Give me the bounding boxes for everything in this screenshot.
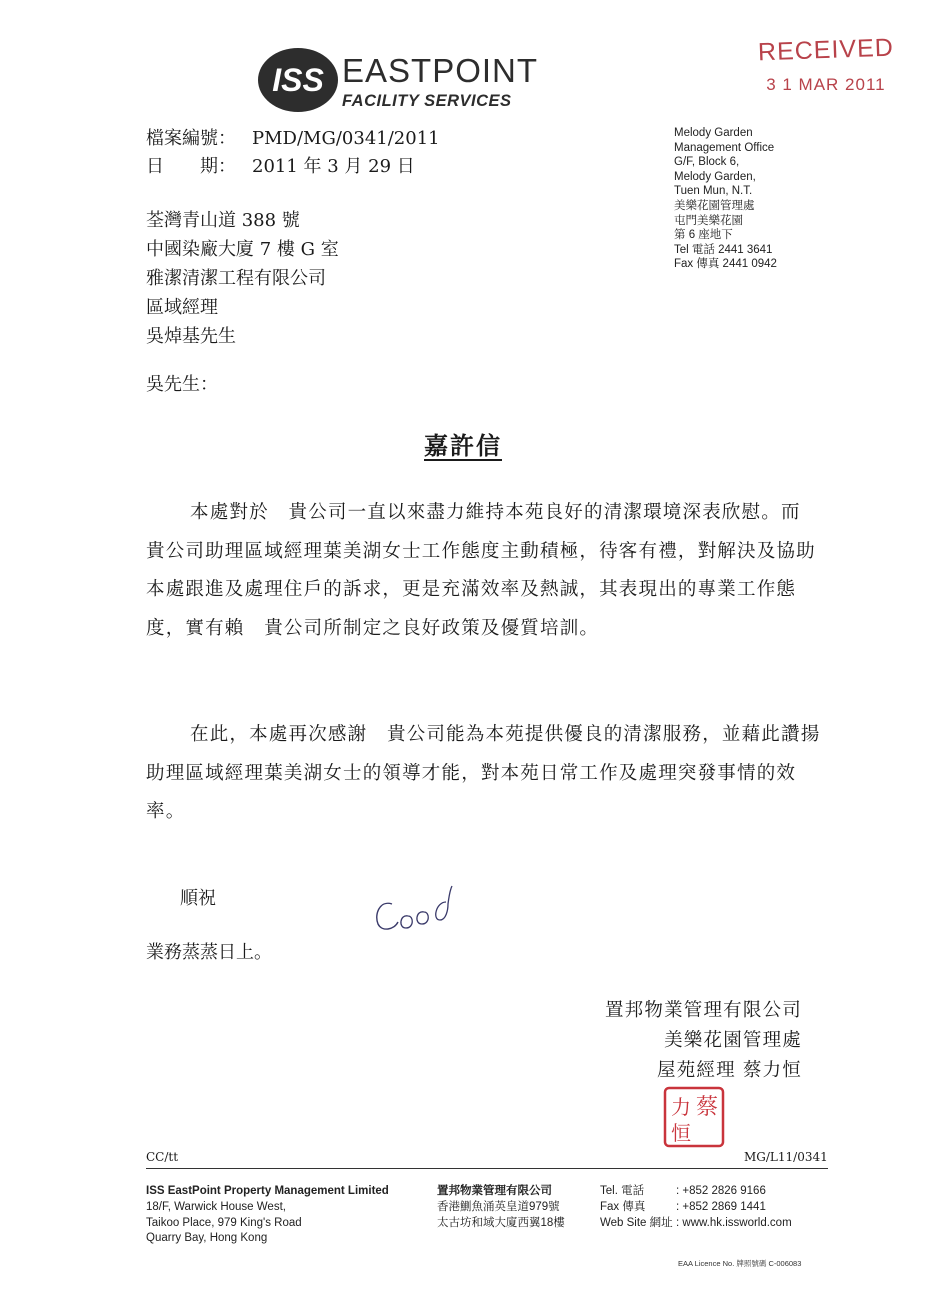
closing-line-1: 順祝 xyxy=(180,888,216,909)
recipient-line: 區域經理 xyxy=(146,297,218,318)
svg-text:蔡: 蔡 xyxy=(695,1095,719,1120)
body-paragraph-2: 在此，本處再次感謝 貴公司能為本苑提供優良的清潔服務，並藉此讚揚助理區域經理葉美湖女士的領導才能，對本苑日常工作及處理突發事情的效率。 xyxy=(146,724,821,823)
office-line: Tel 電話 2441 3641 xyxy=(674,243,773,256)
received-label: RECEIVED xyxy=(757,33,895,67)
letter-title xyxy=(0,426,926,461)
footer-divider xyxy=(146,1168,828,1169)
logo-mark: ISS xyxy=(272,62,324,98)
contact-value: : +852 2869 1441 xyxy=(676,1200,766,1213)
footer-address-line: Taikoo Place, 979 King's Road xyxy=(146,1216,302,1229)
office-line: Melody Garden, xyxy=(674,170,756,183)
office-line: 屯門美樂花園 xyxy=(674,214,743,227)
received-date: 3 1 MAR 2011 xyxy=(766,75,886,94)
letter-date: 2011 年 3 月 29 日 xyxy=(252,156,415,177)
logo-name: EASTPOINT xyxy=(342,52,539,89)
svg-text:恒: 恒 xyxy=(671,1121,691,1145)
sender-manager: 屋苑經理 蔡力恒 xyxy=(657,1060,802,1081)
recipient-line: 吳焯基先生 xyxy=(146,326,236,347)
salutation: 吳先生： xyxy=(146,374,218,395)
sender-office: 美樂花園管理處 xyxy=(664,1030,802,1051)
file-number-label: 檔案編號： xyxy=(146,128,236,149)
closing-line-2: 業務蒸蒸日上。 xyxy=(146,942,272,963)
office-line: Fax 傳真 2441 0942 xyxy=(674,258,777,271)
recipient-address xyxy=(146,206,339,351)
sender-company: 置邦物業管理有限公司 xyxy=(604,1000,802,1021)
footer-chinese-address-line: 香港鰂魚涌英皇道979號 xyxy=(437,1200,560,1213)
handwriting-graphic xyxy=(370,880,460,940)
footer-address-line: Quarry Bay, Hong Kong xyxy=(146,1232,268,1245)
recipient-line: 中國染廠大廈 7 樓 G 室 xyxy=(146,239,339,260)
iss-logo-graphic xyxy=(258,46,558,114)
contact-value: : +852 2826 9166 xyxy=(676,1185,766,1197)
manager-seal xyxy=(663,1086,725,1148)
date-label: 日 期： xyxy=(146,156,236,177)
office-line: Tuen Mun, N.T. xyxy=(674,185,753,198)
file-number: PMD/MG/0341/2011 xyxy=(252,128,440,149)
cc-reference: CC/tt xyxy=(146,1150,179,1164)
footer-chinese-address-line: 太古坊和域大廈西翼18樓 xyxy=(437,1216,565,1229)
office-line: 美樂花園管理處 xyxy=(674,199,755,212)
office-line: 第 6 座地下 xyxy=(674,229,733,242)
office-line: G/F, Block 6, xyxy=(674,156,740,169)
footer-company xyxy=(146,1184,426,1247)
handwritten-note xyxy=(370,880,460,940)
company-logo xyxy=(258,46,558,114)
seal-graphic xyxy=(663,1086,725,1148)
footer-chinese xyxy=(437,1184,597,1231)
sender-block xyxy=(605,996,802,1086)
received-stamp xyxy=(757,33,895,95)
letter-reference: MG/L11/0341 xyxy=(744,1150,828,1164)
contact-web xyxy=(600,1216,840,1232)
footer-company-name: ISS EastPoint Property Management Limited xyxy=(146,1185,389,1197)
file-number-row xyxy=(146,124,440,150)
footer-contacts xyxy=(600,1184,840,1231)
recipient-line: 雅潔清潔工程有限公司 xyxy=(146,268,326,289)
office-address xyxy=(674,126,854,272)
contact-value: : www.hk.issworld.com xyxy=(676,1216,792,1229)
body-paragraph-1: 本處對於 貴公司一直以來盡力維持本苑良好的清潔環境深表欣慰。而 貴公司助理區域經理葉美湖女士工作態度主動積極，待客有禮，對解決及協助本處跟進及處理住戶的訴求，更是充滿效率及熱誠，其表現出的專業工作態度，實有賴 貴公司所制定之良好政策及優質培訓。 xyxy=(146,502,821,639)
footer-chinese-name: 置邦物業管理有限公司 xyxy=(437,1185,552,1197)
licence-number: EAA Licence No. 牌照號碼 C-006083 xyxy=(678,1259,802,1268)
svg-text:力: 力 xyxy=(671,1095,691,1119)
recipient-line: 荃灣青山道 388 號 xyxy=(146,210,300,231)
logo-tagline: FACILITY SERVICES xyxy=(342,92,512,110)
letter-title-text: 嘉許信 xyxy=(424,431,502,460)
office-line: Melody Garden xyxy=(674,127,753,139)
date-row xyxy=(146,152,415,178)
contact-label: Web Site 網址 xyxy=(600,1216,673,1229)
footer-address-line: 18/F, Warwick House West, xyxy=(146,1200,286,1213)
contact-label: Tel. 電話 xyxy=(600,1185,645,1197)
contact-fax xyxy=(600,1200,840,1216)
contact-label: Fax 傳真 xyxy=(600,1200,646,1213)
office-line: Management Office xyxy=(674,141,775,154)
contact-tel xyxy=(600,1184,840,1200)
